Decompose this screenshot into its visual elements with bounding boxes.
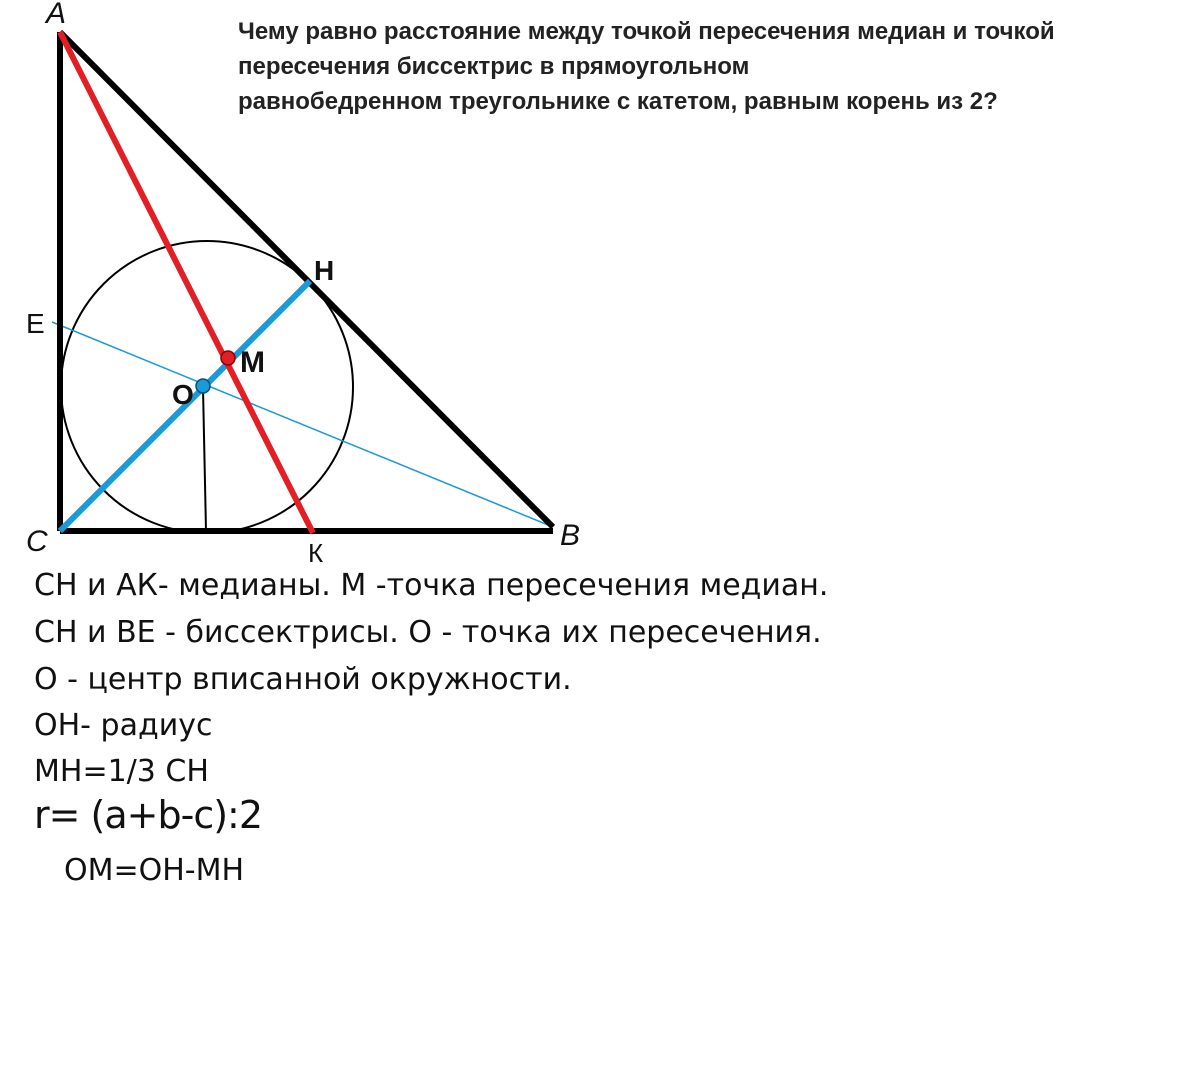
point-o [196,379,210,393]
radius-formula: r= (a+b-c):2 [34,793,263,837]
label-k: К [308,538,324,568]
question-line-2: пересечения биссектрис в прямоугольном [238,53,750,80]
label-c: C [26,525,48,558]
radius-segment [203,388,206,531]
label-a: A [46,0,67,30]
note-mh: МН=1/3 СН [34,754,209,789]
note-bisectors: СН и ВЕ - биссектрисы. О - точка их пересечения. [34,615,822,650]
label-e: E [26,308,45,339]
note-center: О - центр вписанной окружности. [34,662,572,697]
label-h: H [314,255,335,286]
point-m [221,351,235,365]
question-line-1: Чему равно расстояние между точкой пересечения медиан и точкой [238,18,1055,45]
note-radius: ОН- радиус [34,708,213,743]
question-line-3: равнобедренном треугольнике с катетом, равным корень из 2? [238,88,998,115]
label-b: B [560,519,581,552]
label-m: M [240,346,265,379]
label-o: O [172,379,194,410]
question-text [238,14,1138,119]
note-medians: СН и АК- медианы. М -точка пересечения медиан. [34,568,829,603]
om-formula: ОМ=ОН-МН [64,853,245,888]
